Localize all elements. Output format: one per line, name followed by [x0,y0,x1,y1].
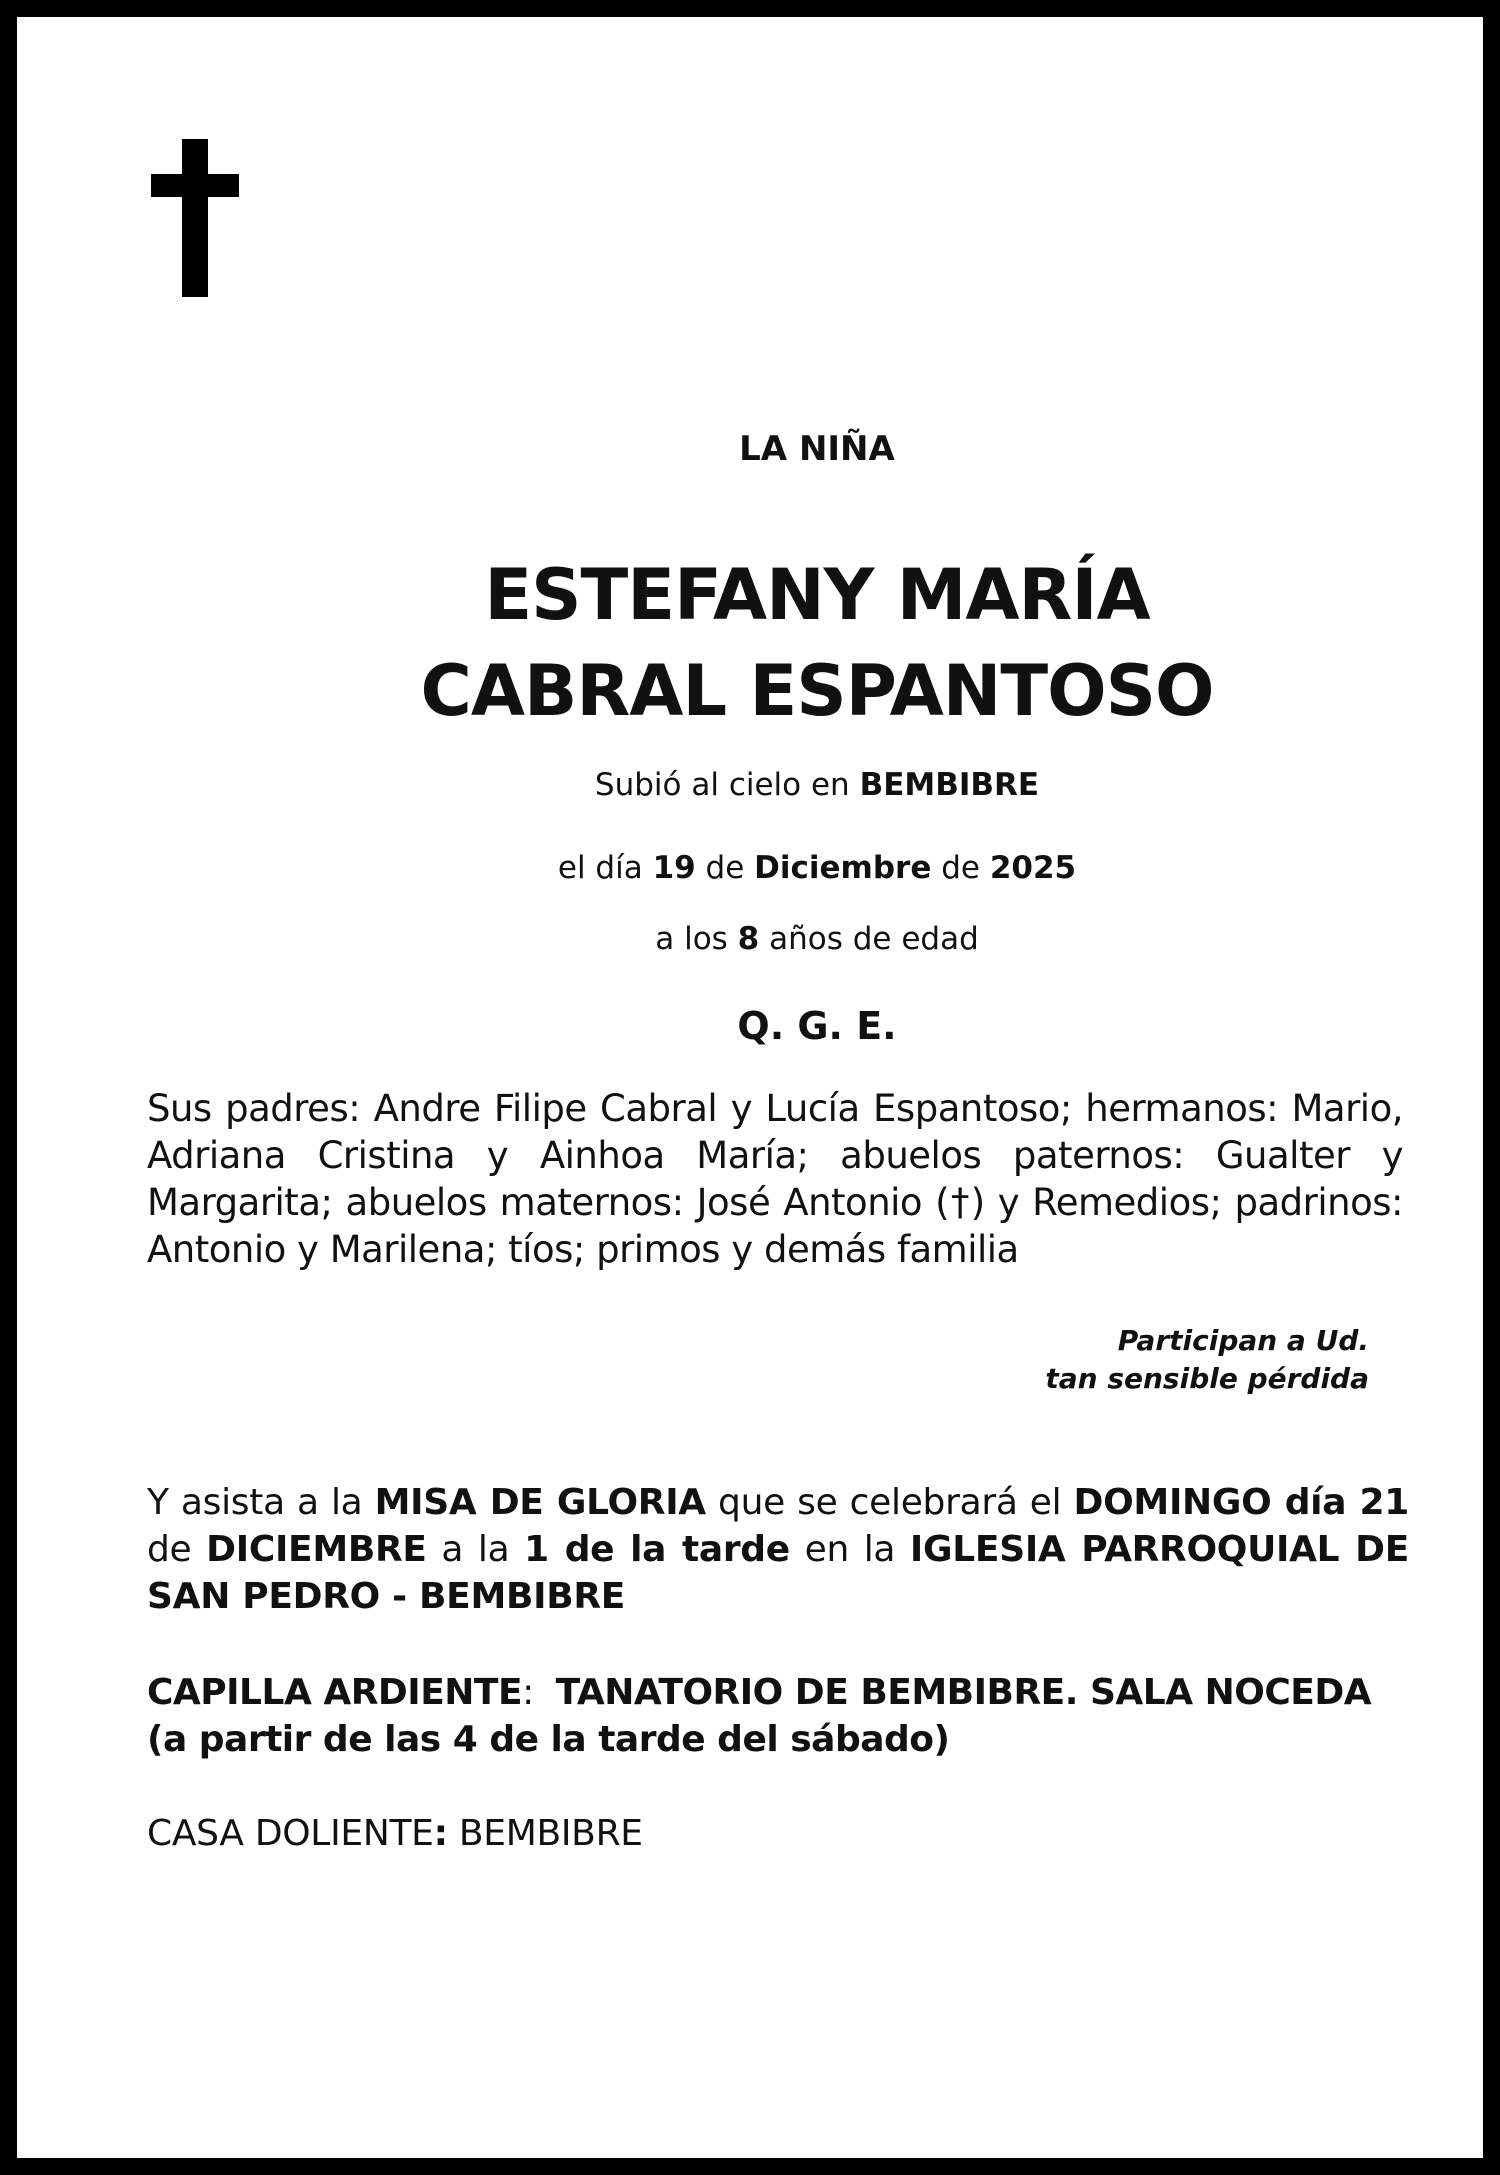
date-month: Diciembre [754,850,932,886]
date-de2: de [931,850,990,886]
mass-b2: DOMINGO día 21 [1073,1482,1409,1523]
heading: LA NIÑA [739,429,895,469]
casa-label: CASA DOLIENTE [147,1813,434,1854]
mass-t4: a la [426,1529,525,1570]
casa-doliente [147,1810,643,1857]
mass-b5: IGLESIA PARROQUIAL DE SAN PEDRO - BEMBIBRE [147,1529,1410,1617]
participan-line2: tan sensible pérdida [1045,1362,1369,1395]
capilla-label: CAPILLA ARDIENTE [147,1672,523,1713]
date-year: 2025 [989,850,1077,886]
mass-b3: DICIEMBRE [206,1529,427,1570]
participan-text [1045,1322,1369,1398]
cross-horizontal-bar [151,174,239,197]
mass-t5: en la [789,1529,910,1570]
family-paragraph: Sus padres: Andre Filipe Cabral y Lucía Espantoso; hermanos: Mario, Adriana Cristina y Ainhoa María; abuelos paternos: Gualter y Margarita; abuelos maternos: José Antonio (†) y Remedios; padrinos: Antonio y Marilena; tíos; primos y demás familia [147,1087,1403,1271]
mass-t3: de [147,1529,207,1570]
cross-icon [151,139,239,297]
participan-line1: Participan a Ud. [1117,1324,1369,1357]
age-years: 8 [737,921,760,957]
mass-t2: que se celebrará el [705,1482,1074,1523]
capilla-colon: : [522,1672,556,1713]
cross-vertical-bar [182,139,208,297]
capilla-ardiente [147,1669,1422,1763]
age-suffix: años de edad [759,921,979,957]
date-day: 19 [652,850,696,886]
deceased-name [397,547,1237,739]
mass-b4: 1 de la tarde [524,1529,790,1570]
mass-t1: Y asista a la [147,1482,375,1523]
age-prefix: a los [655,921,738,957]
deceased-name-line2: CABRAL ESPANTOSO [420,650,1214,732]
casa-value: BEMBIBRE [447,1813,643,1854]
place-prefix: Subió al cielo en [594,767,860,803]
mass-paragraph [147,1479,1409,1620]
capilla-value: TANATORIO DE BEMBIBRE. SALA NOCEDA (a partir de las 4 de la tarde del sábado) [147,1672,1372,1760]
mass-b1: MISA DE GLORIA [374,1482,706,1523]
place-of-death [397,767,1237,803]
qge-text: Q. G. E. [737,1004,897,1048]
date-prefix: el día [557,850,653,886]
date-de1: de [695,850,755,886]
deceased-name-line1: ESTEFANY MARÍA [484,554,1150,636]
date-of-death [397,850,1237,886]
place-town: BEMBIBRE [859,767,1040,803]
age-at-death [397,921,1237,957]
casa-colon: : [433,1813,448,1854]
